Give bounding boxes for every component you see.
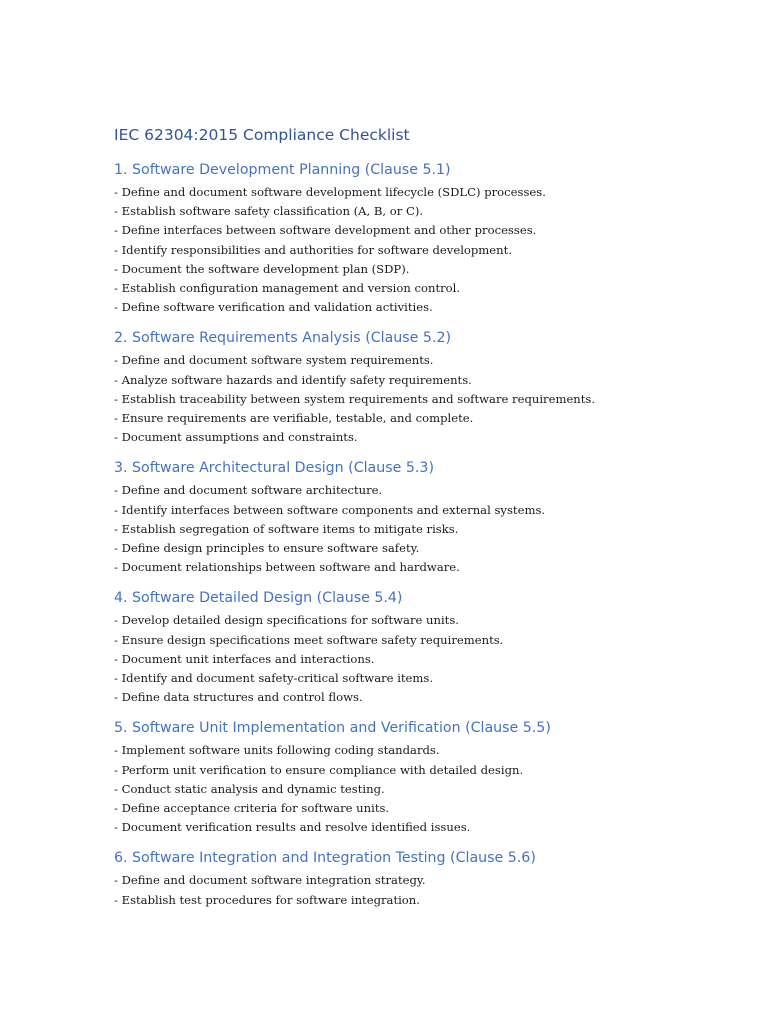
checklist-item: - Define software verification and validation activities. — [114, 300, 433, 315]
checklist-item: - Document unit interfaces and interactions. — [114, 651, 375, 666]
checklist-item: - Establish test procedures for software integration. — [114, 892, 420, 907]
checklist-item: - Perform unit verification to ensure compliance with detailed design. — [114, 762, 524, 777]
checklist-item: - Define acceptance criteria for software units. — [114, 801, 390, 816]
checklist-item: - Define and document software development lifecycle (SDLC) processes. — [114, 185, 546, 199]
checklist-item: - Document relationships between software and hardware. — [114, 560, 460, 575]
document-content — [114, 124, 734, 921]
checklist-item: - Ensure requirements are verifiable, testable, and complete. — [114, 411, 474, 426]
checklist-item: - Document the software development plan (SDP). — [114, 261, 410, 276]
checklist-item: - Establish configuration management and version control. — [114, 281, 461, 296]
checklist-item: - Ensure design specifications meet software safety requirements. — [114, 632, 504, 647]
document-title: IEC 62304:2015 Compliance Checklist — [114, 126, 410, 144]
section-heading: 3. Software Architectural Design (Clause 5.3) — [114, 460, 434, 477]
checklist-item: - Identify interfaces between software components and external systems. — [114, 502, 546, 517]
section-software-detailed-design — [114, 588, 734, 707]
section-software-integration-testing — [114, 848, 734, 909]
section-heading: 2. Software Requirements Analysis (Clause 5.2) — [114, 330, 452, 347]
checklist-item: - Define design principles to ensure software safety. — [114, 541, 420, 556]
checklist-item: - Establish software safety classification (A, B, or C). — [114, 204, 424, 219]
checklist-item: - Define and document software architecture. — [114, 483, 383, 498]
checklist-item: - Document verification results and resolve identified issues. — [114, 820, 471, 835]
section-heading: 4. Software Detailed Design (Clause 5.4) — [114, 590, 403, 607]
section-software-unit-implementation — [114, 718, 734, 837]
checklist-item: - Conduct static analysis and dynamic testing. — [114, 781, 385, 796]
checklist-item: - Define data structures and control flows. — [114, 690, 363, 705]
section-heading: 6. Software Integration and Integration Testing (Clause 5.6) — [114, 850, 536, 867]
checklist-item: - Establish traceability between system requirements and software requirements. — [114, 391, 596, 406]
checklist-item: - Document assumptions and constraints. — [114, 430, 358, 445]
section-heading: 1. Software Development Planning (Clause 5.1) — [114, 162, 451, 178]
checklist-item: - Implement software units following coding standards. — [114, 743, 440, 758]
checklist-item: - Define and document software system requirements. — [114, 353, 434, 368]
section-heading: 5. Software Unit Implementation and Verification (Clause 5.5) — [114, 720, 551, 737]
checklist-item: - Define and document software integration strategy. — [114, 873, 426, 888]
checklist-item: - Develop detailed design specifications for software units. — [114, 613, 459, 628]
checklist-item: - Establish segregation of software items to mitigate risks. — [114, 521, 459, 536]
section-software-requirements-analysis — [114, 328, 734, 447]
checklist-item: - Identify responsibilities and authorities for software development. — [114, 242, 512, 257]
section-software-architectural-design — [114, 458, 734, 577]
section-software-development-planning — [114, 160, 734, 317]
checklist-item: - Identify and document safety-critical software items. — [114, 671, 434, 686]
checklist-item: - Analyze software hazards and identify safety requirements. — [114, 372, 472, 387]
checklist-item: - Define interfaces between software development and other processes. — [114, 223, 537, 238]
